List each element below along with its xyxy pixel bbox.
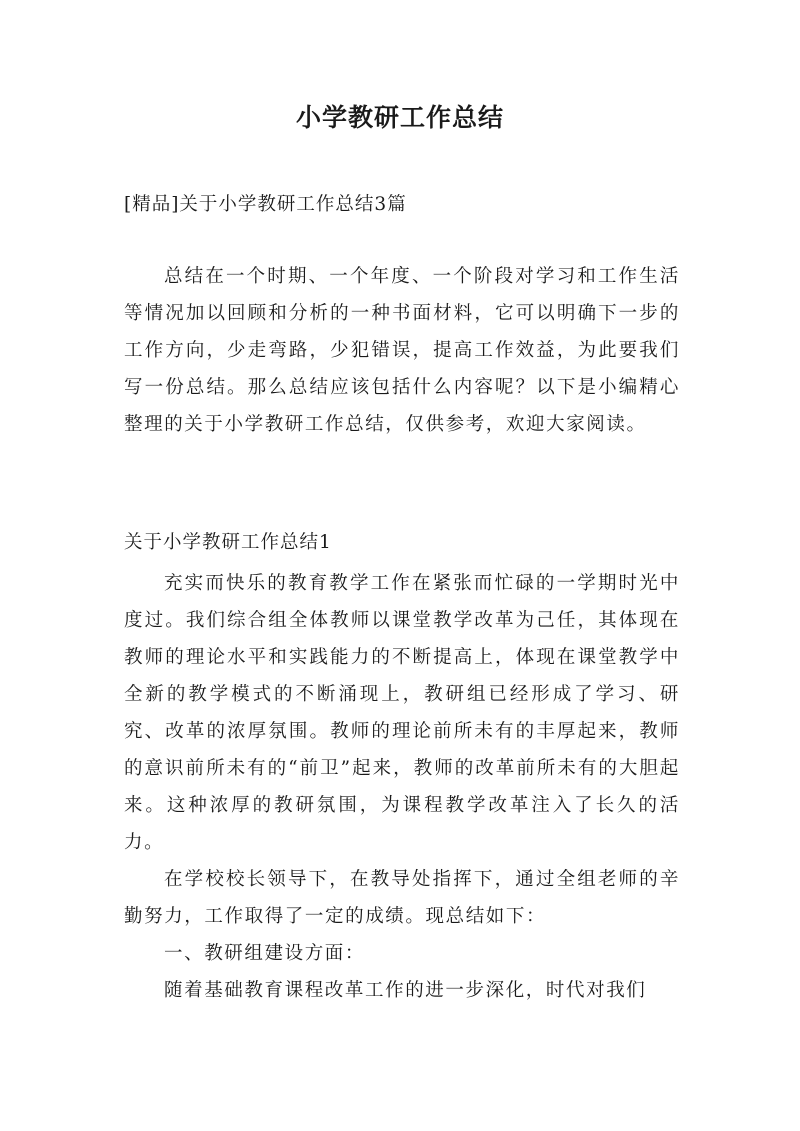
section-heading: 关于小学教研工作总结1 — [124, 532, 332, 553]
section-paragraph-3: 随着基础教育课程改革工作的进一步深化，时代对我们 — [164, 980, 647, 1001]
list-item-heading: 一、教研组建设方面： — [164, 943, 366, 964]
intro-paragraph: 总结在一个时期、一个年度、一个阶段对学习和工作生活等情况加以回顾和分析的一种书面材料，它可以明确下一步的工作方向，少走弯路，少犯错误，提高工作效益，为此要我们写一份总结。那么总结应该包括什么内容呢？以下是小编精心整理的关于小学教研工作总结，仅供参考，欢迎大家阅读。 — [124, 266, 680, 435]
section-paragraph-2: 在学校校长领导下，在教导处指挥下，通过全组老师的辛勤努力，工作取得了一定的成绩。现总结如下： — [124, 869, 680, 927]
section-paragraph-1: 充实而快乐的教育教学工作在紧张而忙碌的一学期时光中度过。我们综合组全体教师以课堂教学改革为己任，其体现在教师的理论水平和实践能力的不断提高上，体现在课堂教学中全新的教学模式的不断涌现上，教研组已经形成了学习、研究、改革的浓厚氛围。教师的理论前所未有的丰厚起来，教师的意识前所未有的“前卫”起来，教师的改革前所未有的大胆起来。这种浓厚的教研氛围，为课程教学改革注入了长久的活力。 — [124, 573, 680, 853]
document-title: 小学教研工作总结 — [295, 103, 504, 132]
document-subtitle: [精品]关于小学教研工作总结3篇 — [124, 194, 407, 215]
